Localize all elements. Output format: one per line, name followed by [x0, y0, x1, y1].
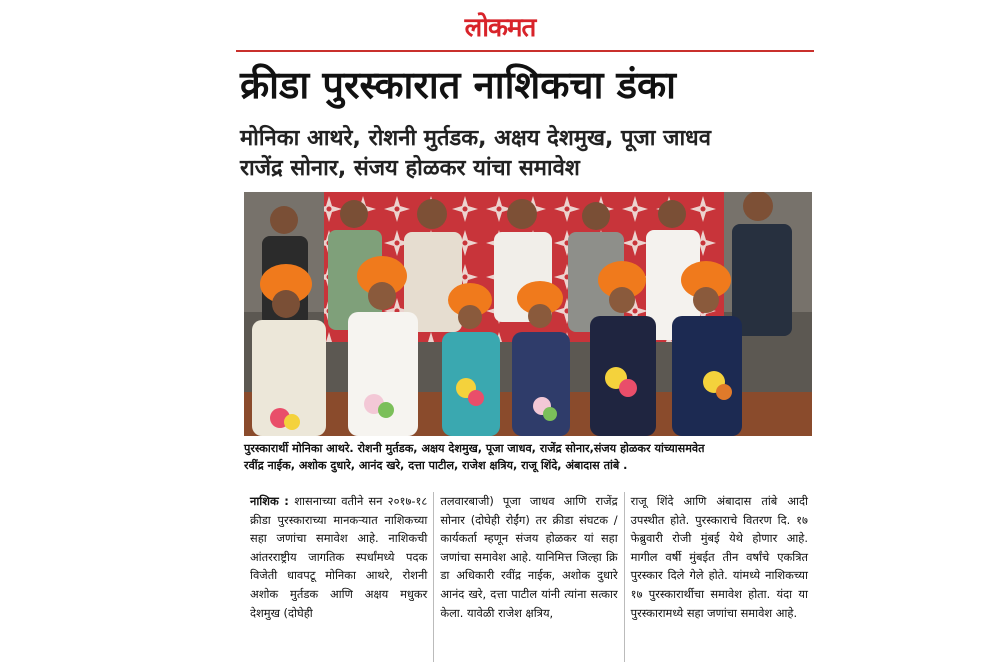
article-column-2-text: तलवारबाजी) पूजा जाधव आणि राजेंद्र सोनार (दोघेही रोईंग) तर क्रीडा संघटक /कार्यकर्ता म्हणून संजय होळकर यां सहा जणांचा समावेश आहे. यानिमित्त जिल्हा क्रि डा अधिकारी रवींद्र नाईक, अशोक दुधारे आनंद खरे, दत्ता पाटील यांनी त्यांना सत्कार केला. यावेळी राजेश क्षत्रिय,: [440, 494, 618, 620]
subheadline-line-1: मोनिका आथरे, रोशनी मुर्तडक, अक्षय देशमुख, पूजा जाधव: [240, 126, 711, 151]
article-headline: क्रीडा पुरस्कारात नाशिकचा डंका: [240, 63, 676, 107]
subheadline-line-2: राजेंद्र सोनार, संजय होळकर यांचा समावेश: [240, 156, 580, 181]
newspaper-masthead: लोकमत: [464, 13, 536, 43]
article-column-2: [433, 492, 623, 662]
masthead-rule: [236, 50, 814, 52]
article-body: [244, 492, 814, 662]
article-column-3-text: राजू शिंदे आणि अंबादास तांबे आदी उपस्थीत होते. पुरस्काराचे वितरण दि. १७ फेब्रुवारी रोजी मुंबई येथे होणार आहे. मागील वर्षी मुंबईत तीन वर्षांचे एकत्रित पुरस्कार दिले गेले होते. यांमध्ये नाशिकच्या १७ पुरस्कारार्थीचा समावेश होता. यंदा या पुरस्कारामध्ये सहा जणांचा समावेश आहे.: [630, 494, 808, 620]
caption-line-2: रवींद्र नाईक, अशोक दुधारे, आनंद खरे, दत्ता पाटील, राजेश क्षत्रिय, राजू शिंदे, अंबादास तांबे .: [244, 459, 628, 472]
article-subheadline: [240, 124, 820, 184]
group-photo: [244, 192, 812, 436]
article-column-3: [624, 492, 814, 662]
photo-caption: [244, 440, 812, 474]
article-column-1-text: शासनाच्या वतीने सन २०१७-१८ क्रीडा पुरस्काराच्या मानकऱ्यात नाशिकच्या सहा जणांचा समावेश आहे. नाशिकची आंतरराष्ट्रीय जागतिक स्पर्धांमध्ये पदक विजेती धावपटू मोनिका आथरे, रोशनी अशोक मुर्तडक आणि अक्षय मधुकर देशमुख (दोघेही: [250, 494, 428, 620]
caption-line-1: पुरस्कारार्थी मोनिका आथरे. रोशनी मुर्तडक, अक्षय देशमुख, पूजा जाधव, राजेंद्र सोनार,संजय होळकर यांच्यासमवेत: [244, 442, 705, 455]
article-dateline: नाशिक: [250, 494, 279, 508]
article-column-1: नाशिक : शासनाच्या वतीने सन २०१७-१८ क्रीडा पुरस्काराच्या मानकऱ्यात नाशिकच्या सहा जणांचा समावेश आहे. नाशिकची आंतरराष्ट्रीय जागतिक स्पर्धांमध्ये पदक विजेती धावपटू मोनिका आथरे, रोशनी अशोक मुर्तडक आणि अक्षय मधुकर देशमुख (दोघेही: [250, 494, 428, 620]
